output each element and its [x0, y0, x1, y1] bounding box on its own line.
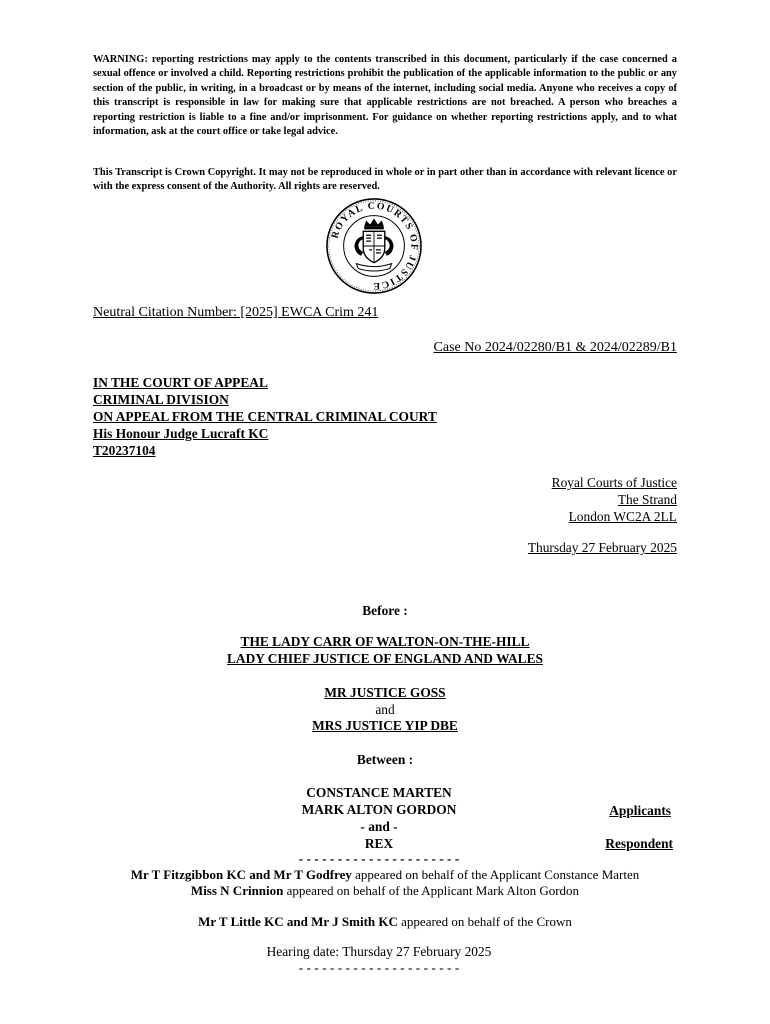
- crown-copyright-notice: This Transcript is Crown Copyright. It may not be reproduced in whole or in part other than in accordance with relevant licence or with the express consent of the Authority. All rights are reserved.: [93, 167, 677, 193]
- judge-1-title: LADY CHIEF JUSTICE OF ENGLAND AND WALES: [227, 651, 543, 666]
- before-heading: Before :: [362, 603, 408, 618]
- counsel-3-text: appeared on behalf of the Crown: [397, 914, 572, 929]
- respondent-label: Respondent: [605, 836, 673, 851]
- respondent-name: REX: [364, 836, 394, 851]
- seal-ring-text: ROYAL COURTS OF JUSTICE: [329, 200, 420, 292]
- judges-and: and: [375, 702, 395, 717]
- between-heading: Between :: [356, 752, 414, 767]
- applicants-label: Applicants: [609, 803, 671, 818]
- trial-reference: T20237104: [93, 443, 156, 458]
- divider-bottom: - - - - - - - - - - - - - - - - - - - - -: [298, 960, 460, 975]
- judge-1-name: THE LADY CARR OF WALTON-ON-THE-HILL: [240, 634, 530, 649]
- counsel-1-text: appeared on behalf of the Applicant Constance Marten: [351, 867, 640, 882]
- reporting-restrictions-warning: WARNING: reporting restrictions may apply to the contents transcribed in this document, particularly if the case concerned a sexual offence or involved a child. Reporting restrictions prohibit the publication of the applicable information to the public or any section of the public, in writing, in a broadcast or by means of the internet, including social media. Anyone who receives a copy of this transcript is responsible in law for making sure that applicable restrictions are not breached. A person who breaches a reporting restriction is liable to a fine and/or imprisonment. For guidance on whether reporting restrictions apply, and to what information, ask at the court office or take legal advice.: [93, 54, 677, 138]
- neutral-citation-number: Neutral Citation Number: [2025] EWCA Crim 241: [93, 305, 379, 320]
- case-number: Case No 2024/02280/B1 & 2024/02289/B1: [433, 340, 677, 355]
- counsel-2-text: appeared on behalf of the Applicant Mark Alton Gordon: [283, 883, 580, 898]
- applicant-1-name: CONSTANCE MARTEN: [306, 785, 452, 800]
- counsel-line-3: [0, 913, 770, 930]
- counsel-3-names: Mr T Little KC and Mr J Smith KC: [198, 914, 398, 929]
- court-name: IN THE COURT OF APPEAL: [93, 375, 268, 390]
- applicant-2-name: MARK ALTON GORDON: [301, 802, 457, 817]
- counsel-line-2: [0, 882, 770, 899]
- royal-courts-seal-icon: [325, 197, 423, 295]
- divider-top: - - - - - - - - - - - - - - - - - - - - -: [298, 851, 460, 866]
- counsel-line-1: [0, 866, 770, 883]
- judgment-date: Thursday 27 February 2025: [527, 540, 677, 555]
- judge-3-name: MRS JUSTICE YIP DBE: [312, 718, 458, 733]
- address-line-2: The Strand: [617, 492, 677, 507]
- hearing-date: Hearing date: Thursday 27 February 2025: [266, 944, 492, 959]
- address-line-3: London WC2A 2LL: [568, 509, 677, 524]
- judge-2-name: MR JUSTICE GOSS: [324, 685, 446, 700]
- counsel-1-names: Mr T Fitzgibbon KC and Mr T Godfrey: [130, 867, 352, 882]
- appeal-from: ON APPEAL FROM THE CENTRAL CRIMINAL COURT: [93, 409, 437, 424]
- court-details: [93, 374, 437, 459]
- address-line-1: Royal Courts of Justice: [551, 475, 677, 490]
- counsel-2-names: Miss N Crinnion: [190, 883, 284, 898]
- court-address: [552, 474, 677, 525]
- court-division: CRIMINAL DIVISION: [93, 392, 229, 407]
- trial-judge: His Honour Judge Lucraft KC: [93, 426, 269, 441]
- parties-and: - and -: [360, 819, 398, 834]
